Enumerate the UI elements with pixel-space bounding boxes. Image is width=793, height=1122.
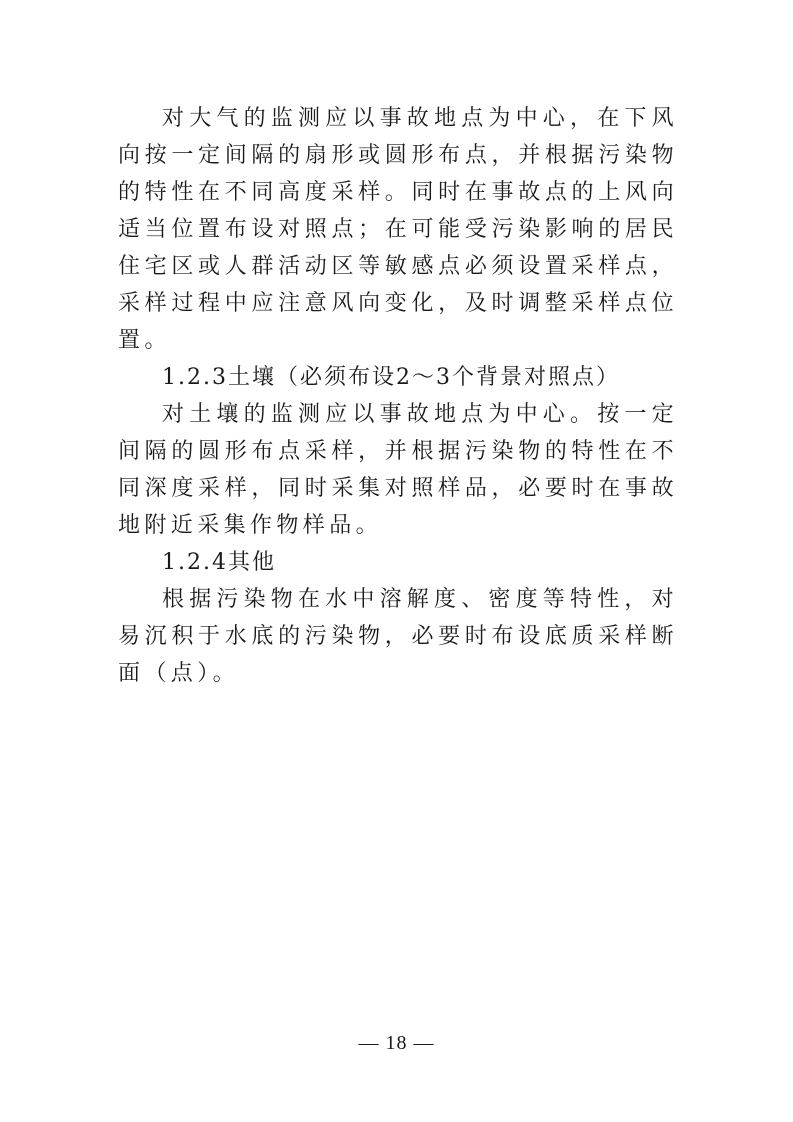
paragraph-other: 根据污染物在水中溶解度、密度等特性，对易沉积于水底的污染物，必要时布设底质采样断面（点）。 [118, 587, 678, 686]
section-heading-other: 1.2.4其他 [162, 550, 276, 575]
document-body [118, 100, 678, 692]
paragraph-air-monitoring: 对大气的监测应以事故地点为中心，在下风向按一定间隔的扇形或圆形布点，并根据污染物的特性在不同高度采样。同时在事故点的上风向适当位置布设对照点；在可能受污染影响的居民住宅区或人群活动区等敏感点必须设置采样点，采样过程中应注意风向变化，及时调整采样点位置。 [118, 106, 678, 353]
section-heading-soil: 1.2.3土壤（必须布设2～3个背景对照点） [162, 365, 620, 390]
paragraph-soil-monitoring: 对土壤的监测应以事故地点为中心。按一定间隔的圆形布点采样，并根据污染物的特性在不同深度采样，同时采集对照样品，必要时在事故地附近采集作物样品。 [118, 402, 678, 538]
page-number: — 18 — [358, 1032, 435, 1054]
